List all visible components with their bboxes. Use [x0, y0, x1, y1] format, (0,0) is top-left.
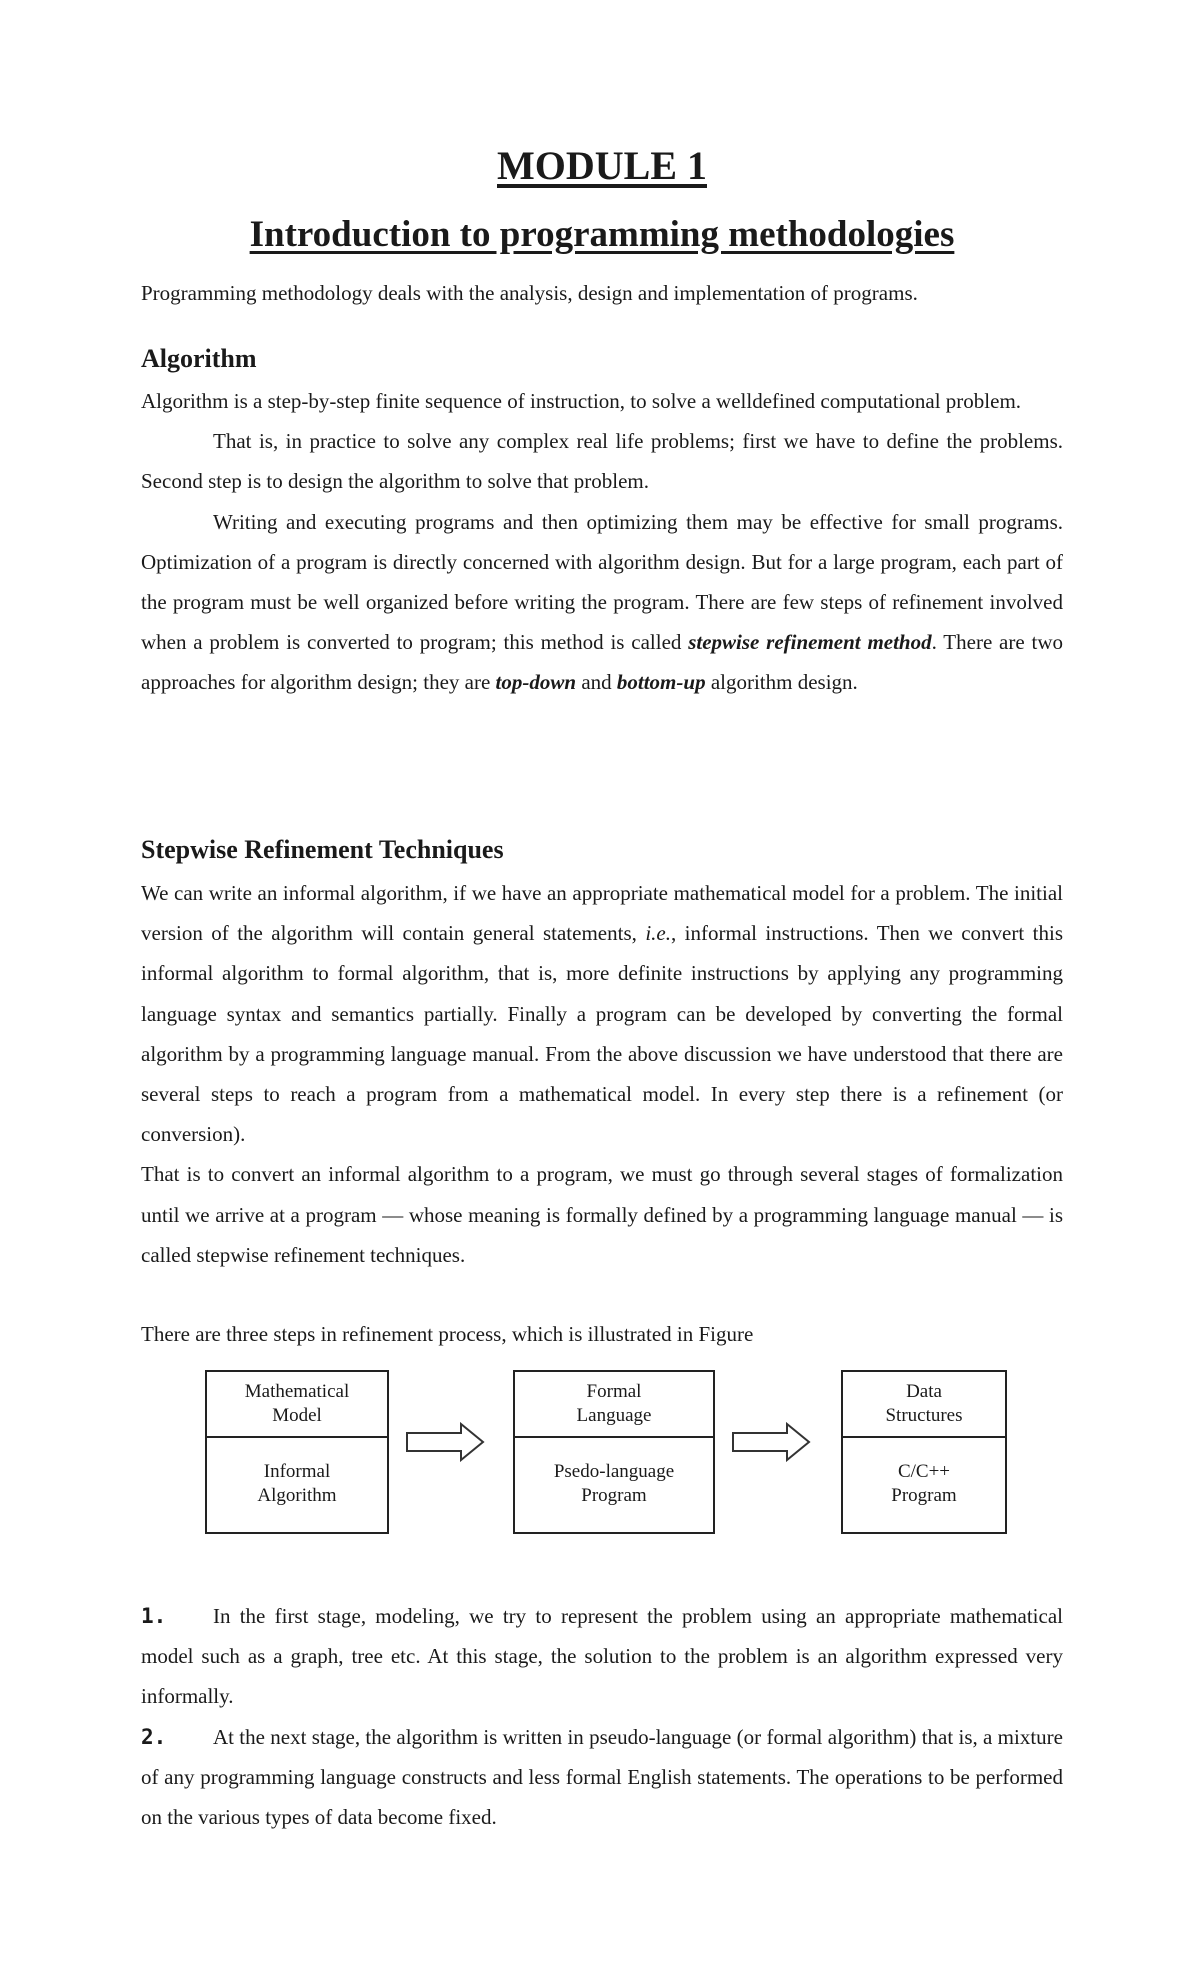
- page-subtitle: Introduction to programming methodologies: [249, 214, 955, 255]
- stepwise-refinement-emphasis: stepwise refinement method: [688, 630, 932, 655]
- box-top-line-2: Model: [272, 1405, 322, 1426]
- algorithm-heading: Algorithm: [141, 344, 257, 373]
- box-top-line-2: Language: [576, 1405, 652, 1426]
- stepwise-paragraph-2: That is to convert an informal algorithm to a program, we must go through several stages of formalization until we arrive at a program — whose meaning is formally defined by a programming language manual — is called stepwise refinement techniques.: [141, 1162, 1063, 1267]
- stepwise-heading: Stepwise Refinement Techniques: [141, 835, 504, 864]
- box-bottom-line-2: Program: [891, 1485, 957, 1506]
- diagram-box-mathematical-model: [205, 1370, 389, 1534]
- box-bottom-line-1: Informal: [263, 1461, 331, 1482]
- box-bottom-line-2: Program: [581, 1485, 647, 1506]
- right-arrow-icon: [405, 1422, 485, 1462]
- algorithm-body: [141, 381, 1063, 703]
- algorithm-paragraph-1: Algorithm is a step-by-step finite sequence of instruction, to solve a welldefined computational problem.: [141, 389, 1022, 413]
- p3-text-c: and: [576, 670, 617, 695]
- box-top-line-1: Formal: [586, 1381, 642, 1402]
- box-divider: [843, 1436, 1005, 1438]
- box-bottom-label: [515, 1460, 713, 1508]
- p3-text-a: Writing and executing programs and then optimizing them may be effective for small programs. Optimization of a program is directly concerned with algorithm design. But for a large program, each part of the program must be well organized before writing the program. There are few steps of refinement involved when a problem is converted to program; this method is called: [141, 509, 1063, 655]
- box-divider: [207, 1436, 387, 1438]
- module-title: MODULE 1: [497, 143, 707, 188]
- box-bottom-line-1: C/C++: [897, 1461, 951, 1482]
- stepwise-paragraph-1: [141, 873, 1063, 1154]
- box-divider: [515, 1436, 713, 1438]
- right-arrow-icon: [731, 1422, 811, 1462]
- box-top-label: [843, 1380, 1005, 1428]
- sp1-text-b: , informal instructions. Then we convert this informal algorithm to formal algorithm, that is, more definite instructions by applying any programming language syntax and semantics partially. Finally a program can be developed by converting the formal algorithm by a programming language manual. From the above discussion we have understood that there are several steps to reach a program from a mathematical model. In every step there is a refinement (or conversion).: [141, 921, 1063, 1147]
- box-top-line-2: Structures: [885, 1405, 963, 1426]
- list-item: [141, 1596, 1063, 1717]
- sp1-text-a: We can write an informal algorithm, if we have an appropriate mathematical model for a problem. The initial version of the algorithm will contain general statements,: [141, 881, 1063, 946]
- refinement-diagram: [141, 1370, 1063, 1540]
- box-bottom-label: [207, 1460, 387, 1508]
- box-top-label: [207, 1380, 387, 1428]
- step-text: At the next stage, the algorithm is written in pseudo-language (or formal algorithm) that is, a mixture of any programming language constructs and less formal English statements. The operations to be performed on the various types of data become fixed.: [141, 1724, 1063, 1830]
- top-down-emphasis: top-down: [495, 670, 577, 695]
- box-bottom-line-2: Algorithm: [257, 1485, 337, 1506]
- step-text: In the first stage, modeling, we try to represent the problem using an appropriate mathematical model such as a graph, tree etc. At this stage, the solution to the problem is an algorithm expressed very informally.: [141, 1604, 1063, 1709]
- stepwise-body: [141, 873, 1063, 1275]
- intro-paragraph: Programming methodology deals with the analysis, design and implementation of programs.: [141, 281, 918, 305]
- box-top-line-1: Data: [906, 1381, 942, 1402]
- p3-text-d: algorithm design.: [705, 670, 858, 695]
- diagram-box-formal-language: [513, 1370, 715, 1534]
- p3-text-b: . There are two approaches for algorithm design; they are: [141, 630, 1063, 695]
- algorithm-paragraph-3: [141, 502, 1063, 703]
- steps-list: [141, 1596, 1063, 1837]
- diagram-box-data-structures: [841, 1370, 1007, 1534]
- box-bottom-line-1: Psedo-language: [553, 1461, 675, 1482]
- box-top-line-1: Mathematical: [244, 1381, 350, 1402]
- ie-abbreviation: i.e.: [645, 921, 671, 946]
- figure-intro: There are three steps in refinement process, which is illustrated in Figure: [141, 1322, 754, 1346]
- algorithm-paragraph-2: That is, in practice to solve any complex real life problems; first we have to define the problems. Second step is to design the algorithm to solve that problem.: [141, 429, 1063, 494]
- bottom-up-emphasis: bottom-up: [616, 670, 706, 695]
- figure-intro-block: [141, 1314, 1063, 1354]
- step-number: 2.: [141, 1724, 167, 1749]
- list-item: [141, 1717, 1063, 1838]
- box-top-label: [515, 1380, 713, 1428]
- step-number: 1.: [141, 1604, 167, 1628]
- box-bottom-label: [843, 1460, 1005, 1508]
